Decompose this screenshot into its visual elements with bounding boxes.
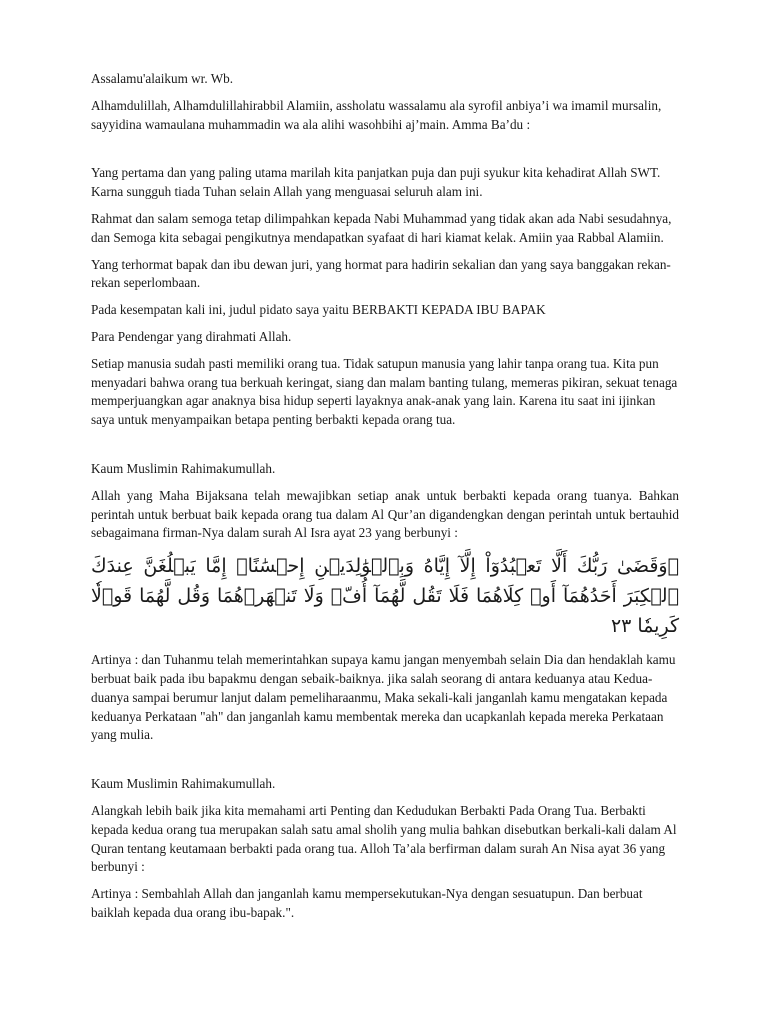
paragraph-obligation: Allah yang Maha Bijaksana telah mewajibkan setiap anak untuk berbakti kepada orang tuanya. Bahkan perintah untuk berbuat baik kepada orang tua dalam Al Qur’an digandengkan dengan perintah untuk bertauhid sebagaimana firman-Nya dalam surah Al Isra ayat 23 yang berbunyi : xyxy=(91,487,679,541)
spacer xyxy=(91,438,679,460)
paragraph-audience: Para Pendengar yang dirahmati Allah. xyxy=(91,328,292,344)
document-page xyxy=(91,70,679,931)
section-heading: Kaum Muslimin Rahimakumullah. xyxy=(91,776,276,792)
paragraph-translation-nisa: Artinya : Sembahlah Allah dan janganlah kamu mempersekutukan-Nya dengan sesuatupun. Dan berbuat baiklah kepada dua orang ibu-bapak.". xyxy=(91,886,643,920)
greeting: Assalamu'alaikum wr. Wb. xyxy=(91,71,234,86)
arabic-verse: ۞وَقَضَىٰ رَبُّكَ أَلَّا تَعۡبُدُوٓاْ إِلَّآ إِيَّاهُ وَبِٱلۡوَٰلِدَيۡنِ إِحۡسَٰنًاۚ إِمَّا يَبۡلُغَنَّ عِندَكَ ٱلۡكِبَرَ أَحَدُهُمَآ أَوۡ كِلَاهُمَا فَلَا تَقُل لَّهُمَآ أُفّٖ وَلَا تَنۡهَرۡهُمَا وَقُل لَّهُمَا قَوۡلٗا كَرِيمٗا ٢٣ xyxy=(91,555,679,638)
opening-paragraph: Alhamdulillah, Alhamdulillahirabbil Alamiin, assholatu wassalamu ala syrofil anbiya’i wa imamil mursalin, sayyidina wamaulana muhammadin wa ala alihi wasohbihi aj’main. Amma Ba’du : xyxy=(91,97,662,132)
paragraph-importance: Alangkah lebih baik jika kita memahami arti Penting dan Kedudukan Berbakti Pada Orang Tua. Berbakti kepada kedua orang tua merupakan salah satu amal sholih yang mulia bahkan disebutkan berkali-kali dalam Al Quran tentang keutamaan berbakti pada orang tua. Alloh Ta’ala berfirman dalam surah An Nisa ayat 36 yang berbunyi : xyxy=(91,802,677,875)
paragraph-salawat: Rahmat dan salam semoga tetap dilimpahkan kepada Nabi Muhammad yang tidak akan ada Nabi sesudahnya, dan Semoga kita sebagai pengikutnya mendapatkan syafaat di hari kiamat kelak. Amiin yaa Rabbal Alamiin. xyxy=(91,210,672,245)
paragraph-parents: Setiap manusia sudah pasti memiliki orang tua. Tidak satupun manusia yang lahir tanpa orang tua. Kita pun menyadari bahwa orang tua berkuah keringat, siang dan malam banting tulang, memeras pikiran, sekuat tenaga memperjuangkan agar anaknya bisa hidup seperti layaknya anak-anak yang lain. Karena itu saat ini ijinkan saya untuk menyampaikan betapa penting berbakti kepada orang tua. xyxy=(91,355,678,428)
spacer xyxy=(91,142,679,164)
spacer xyxy=(91,753,679,775)
paragraph-translation: Artinya : dan Tuhanmu telah memerintahkan supaya kamu jangan menyembah selain Dia dan hendaklah kamu berbuat baik pada ibu bapakmu dengan sebaik-baiknya. jika salah seorang di antara keduanya atau Kedua-duanya sampai berumur lanjut dalam pemeliharaanmu, Maka sekali-kali janganlah kamu mengatakan kepada keduanya Perkataan "ah" dan janganlah kamu membentak mereka dan ucapkanlah kepada mereka Perkataan yang mulia. xyxy=(91,652,676,743)
paragraph-title: Pada kesempatan kali ini, judul pidato saya yaitu BERBAKTI KEPADA IBU BAPAK xyxy=(91,302,546,318)
paragraph-salutation: Yang terhormat bapak dan ibu dewan juri, yang hormat para hadirin sekalian dan yang saya banggakan rekan-rekan seperlombaan. xyxy=(91,256,671,291)
section-heading: Kaum Muslimin Rahimakumullah. xyxy=(91,460,276,476)
paragraph-praise: Yang pertama dan yang paling utama marilah kita panjatkan puja dan puji syukur kita kehadirat Allah SWT. Karna sungguh tiada Tuhan selain Allah yang menguasai seluruh alam ini. xyxy=(91,165,661,200)
